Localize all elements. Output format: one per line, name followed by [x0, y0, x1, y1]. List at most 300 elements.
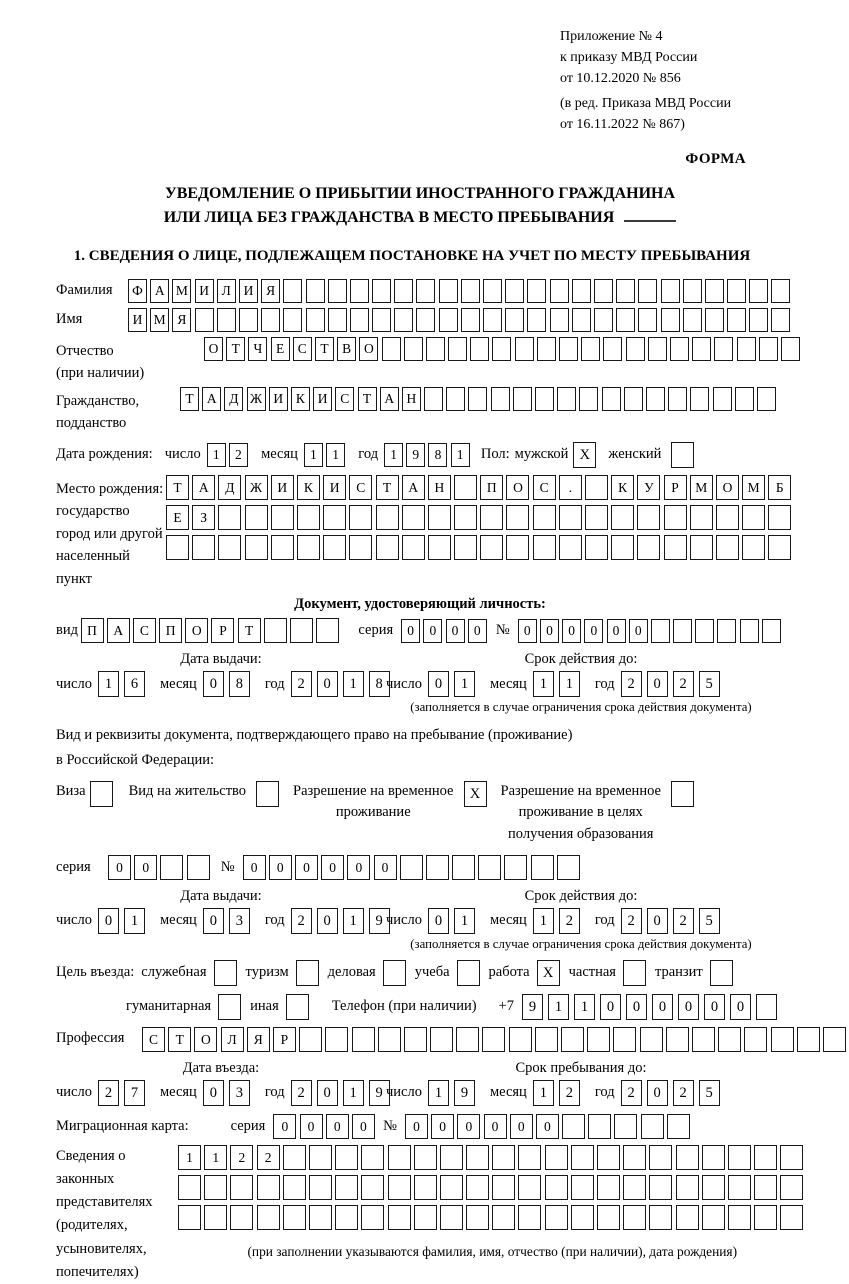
form-cell[interactable]: [537, 337, 556, 361]
form-cell[interactable]: [350, 308, 369, 332]
form-cell[interactable]: 0: [600, 994, 621, 1020]
form-cell[interactable]: Д: [218, 475, 241, 500]
form-cell[interactable]: [378, 1027, 401, 1052]
form-cell[interactable]: [533, 505, 556, 530]
form-cell[interactable]: [649, 1205, 672, 1230]
form-cell[interactable]: [594, 279, 613, 303]
purpose-study-checkbox[interactable]: [457, 960, 480, 986]
form-cell[interactable]: [426, 337, 445, 361]
form-cell[interactable]: [535, 1027, 558, 1052]
form-cell[interactable]: 0: [352, 1114, 375, 1139]
form-cell[interactable]: [426, 855, 449, 880]
form-cell[interactable]: И: [323, 475, 346, 500]
purpose-business-checkbox[interactable]: [383, 960, 406, 986]
form-cell[interactable]: Т: [180, 387, 199, 411]
form-cell[interactable]: [480, 535, 503, 560]
form-cell[interactable]: [394, 308, 413, 332]
form-cell[interactable]: [261, 308, 280, 332]
form-cell[interactable]: 1: [574, 994, 595, 1020]
form-cell[interactable]: [204, 1175, 227, 1200]
form-cell[interactable]: [572, 279, 591, 303]
form-cell[interactable]: [309, 1205, 332, 1230]
form-cell[interactable]: 0: [562, 619, 581, 643]
form-cell[interactable]: 0: [401, 619, 420, 643]
form-cell[interactable]: [470, 337, 489, 361]
form-cell[interactable]: [757, 387, 776, 411]
form-cell[interactable]: М: [172, 279, 191, 303]
form-cell[interactable]: 0: [347, 855, 370, 880]
form-cell[interactable]: [506, 505, 529, 530]
form-cell[interactable]: 1: [98, 671, 119, 697]
form-cell[interactable]: [335, 1175, 358, 1200]
form-cell[interactable]: [651, 619, 670, 643]
form-cell[interactable]: [195, 308, 214, 332]
form-cell[interactable]: 0: [484, 1114, 507, 1139]
representatives-row-2[interactable]: [178, 1175, 807, 1200]
form-cell[interactable]: [545, 1145, 568, 1170]
form-cell[interactable]: [509, 1027, 532, 1052]
form-cell[interactable]: [328, 279, 347, 303]
form-cell[interactable]: [727, 279, 746, 303]
form-cell[interactable]: 0: [203, 908, 224, 934]
form-cell[interactable]: 1: [343, 1080, 364, 1106]
stay-month-cells[interactable]: [533, 1080, 585, 1106]
form-cell[interactable]: С: [133, 618, 156, 643]
form-cell[interactable]: Д: [224, 387, 243, 411]
form-cell[interactable]: 3: [229, 908, 250, 934]
form-cell[interactable]: [527, 279, 546, 303]
form-cell[interactable]: [283, 1205, 306, 1230]
form-cell[interactable]: [283, 308, 302, 332]
form-cell[interactable]: [257, 1205, 280, 1230]
form-cell[interactable]: 8: [428, 443, 447, 467]
form-cell[interactable]: К: [291, 387, 310, 411]
form-cell[interactable]: [452, 855, 475, 880]
form-cell[interactable]: [559, 505, 582, 530]
form-cell[interactable]: [717, 619, 736, 643]
form-cell[interactable]: [290, 618, 313, 643]
migration-series-cells[interactable]: [273, 1114, 378, 1139]
form-cell[interactable]: [439, 279, 458, 303]
form-cell[interactable]: Ж: [247, 387, 266, 411]
form-cell[interactable]: [454, 475, 477, 500]
form-cell[interactable]: [349, 535, 372, 560]
form-cell[interactable]: Р: [664, 475, 687, 500]
form-cell[interactable]: М: [690, 475, 713, 500]
form-cell[interactable]: [178, 1175, 201, 1200]
form-cell[interactable]: [506, 535, 529, 560]
form-cell[interactable]: 0: [730, 994, 751, 1020]
form-cell[interactable]: 0: [518, 619, 537, 643]
form-cell[interactable]: [771, 308, 790, 332]
form-cell[interactable]: 0: [607, 619, 626, 643]
form-cell[interactable]: З: [192, 505, 215, 530]
form-cell[interactable]: 1: [343, 671, 364, 697]
form-cell[interactable]: [735, 387, 754, 411]
form-cell[interactable]: [283, 1175, 306, 1200]
citizenship-cells[interactable]: [180, 387, 779, 411]
form-cell[interactable]: 1: [326, 443, 345, 467]
form-cell[interactable]: [535, 387, 554, 411]
form-cell[interactable]: [737, 337, 756, 361]
migration-number-cells[interactable]: [405, 1114, 693, 1139]
form-cell[interactable]: [439, 308, 458, 332]
res-issue-month-cells[interactable]: [203, 908, 255, 934]
form-cell[interactable]: [454, 535, 477, 560]
form-cell[interactable]: 0: [647, 1080, 668, 1106]
form-cell[interactable]: [328, 308, 347, 332]
form-cell[interactable]: Р: [273, 1027, 296, 1052]
form-cell[interactable]: [461, 308, 480, 332]
form-cell[interactable]: [492, 1145, 515, 1170]
form-cell[interactable]: 0: [243, 855, 266, 880]
form-cell[interactable]: [192, 535, 215, 560]
form-cell[interactable]: Т: [376, 475, 399, 500]
form-cell[interactable]: 3: [229, 1080, 250, 1106]
form-cell[interactable]: 0: [423, 619, 442, 643]
form-cell[interactable]: 0: [647, 671, 668, 697]
residence-permit-checkbox[interactable]: [256, 781, 279, 807]
form-cell[interactable]: 0: [317, 671, 338, 697]
form-cell[interactable]: Е: [166, 505, 189, 530]
form-cell[interactable]: [666, 1027, 689, 1052]
valid-year-cells[interactable]: [621, 671, 725, 697]
form-cell[interactable]: И: [269, 387, 288, 411]
form-cell[interactable]: [404, 1027, 427, 1052]
form-cell[interactable]: [388, 1205, 411, 1230]
purpose-tourism-checkbox[interactable]: [296, 960, 319, 986]
form-cell[interactable]: В: [337, 337, 356, 361]
form-cell[interactable]: [771, 1027, 794, 1052]
form-cell[interactable]: [661, 308, 680, 332]
form-cell[interactable]: [649, 1175, 672, 1200]
form-cell[interactable]: [335, 1205, 358, 1230]
form-cell[interactable]: 0: [317, 908, 338, 934]
issue-day-cells[interactable]: [98, 671, 150, 697]
temp-residence-education-checkbox[interactable]: [671, 781, 694, 807]
form-cell[interactable]: [742, 535, 765, 560]
purpose-other-checkbox[interactable]: [286, 994, 309, 1020]
form-cell[interactable]: [702, 1145, 725, 1170]
form-cell[interactable]: [771, 279, 790, 303]
res-issue-day-cells[interactable]: [98, 908, 150, 934]
form-cell[interactable]: [638, 308, 657, 332]
form-cell[interactable]: [690, 387, 709, 411]
purpose-private-checkbox[interactable]: [623, 960, 646, 986]
form-cell[interactable]: [550, 279, 569, 303]
form-cell[interactable]: 5: [699, 1080, 720, 1106]
form-cell[interactable]: [428, 535, 451, 560]
form-cell[interactable]: 5: [699, 671, 720, 697]
form-cell[interactable]: [404, 337, 423, 361]
form-cell[interactable]: [466, 1175, 489, 1200]
form-cell[interactable]: [361, 1205, 384, 1230]
form-cell[interactable]: [283, 1145, 306, 1170]
form-cell[interactable]: 0: [647, 908, 668, 934]
form-cell[interactable]: М: [742, 475, 765, 500]
form-cell[interactable]: [323, 535, 346, 560]
form-cell[interactable]: С: [335, 387, 354, 411]
form-cell[interactable]: [166, 535, 189, 560]
form-cell[interactable]: О: [185, 618, 208, 643]
form-cell[interactable]: 0: [98, 908, 119, 934]
form-cell[interactable]: 2: [98, 1080, 119, 1106]
form-cell[interactable]: [749, 308, 768, 332]
birth-month-cells[interactable]: [304, 443, 348, 467]
form-cell[interactable]: [692, 337, 711, 361]
form-cell[interactable]: [571, 1145, 594, 1170]
form-cell[interactable]: И: [271, 475, 294, 500]
form-cell[interactable]: П: [480, 475, 503, 500]
form-cell[interactable]: 2: [673, 908, 694, 934]
form-cell[interactable]: [616, 308, 635, 332]
form-cell[interactable]: [626, 337, 645, 361]
form-cell[interactable]: С: [142, 1027, 165, 1052]
form-cell[interactable]: [187, 855, 210, 880]
form-cell[interactable]: К: [297, 475, 320, 500]
form-cell[interactable]: 1: [454, 908, 475, 934]
form-cell[interactable]: [414, 1145, 437, 1170]
form-cell[interactable]: [372, 279, 391, 303]
form-cell[interactable]: 1: [204, 1145, 227, 1170]
form-cell[interactable]: [178, 1205, 201, 1230]
form-cell[interactable]: [585, 505, 608, 530]
form-cell[interactable]: Т: [168, 1027, 191, 1052]
form-cell[interactable]: 1: [451, 443, 470, 467]
form-cell[interactable]: [668, 387, 687, 411]
form-cell[interactable]: 1: [304, 443, 323, 467]
form-cell[interactable]: [376, 535, 399, 560]
form-cell[interactable]: [754, 1145, 777, 1170]
birthplace-row-2[interactable]: [166, 505, 795, 530]
form-cell[interactable]: [466, 1205, 489, 1230]
form-cell[interactable]: 0: [273, 1114, 296, 1139]
form-cell[interactable]: [637, 535, 660, 560]
form-cell[interactable]: 1: [207, 443, 226, 467]
entry-month-cells[interactable]: [203, 1080, 255, 1106]
form-cell[interactable]: 2: [291, 671, 312, 697]
form-cell[interactable]: [611, 505, 634, 530]
sex-female-checkbox[interactable]: [671, 442, 694, 468]
form-cell[interactable]: И: [239, 279, 258, 303]
form-cell[interactable]: [683, 279, 702, 303]
form-cell[interactable]: [518, 1145, 541, 1170]
form-cell[interactable]: [742, 505, 765, 530]
form-cell[interactable]: 2: [673, 1080, 694, 1106]
form-cell[interactable]: У: [637, 475, 660, 500]
form-cell[interactable]: [309, 1145, 332, 1170]
form-cell[interactable]: [424, 387, 443, 411]
form-cell[interactable]: [325, 1027, 348, 1052]
form-cell[interactable]: 2: [621, 671, 642, 697]
form-cell[interactable]: [667, 1114, 690, 1139]
form-cell[interactable]: [483, 279, 502, 303]
form-cell[interactable]: [245, 535, 268, 560]
patronymic-cells[interactable]: [204, 337, 803, 361]
temp-residence-checkbox[interactable]: X: [464, 781, 487, 807]
form-cell[interactable]: [204, 1205, 227, 1230]
form-cell[interactable]: [400, 855, 423, 880]
form-cell[interactable]: [230, 1175, 253, 1200]
form-cell[interactable]: [714, 337, 733, 361]
form-cell[interactable]: 0: [629, 619, 648, 643]
form-cell[interactable]: Е: [271, 337, 290, 361]
form-cell[interactable]: П: [81, 618, 104, 643]
form-cell[interactable]: 0: [510, 1114, 533, 1139]
form-cell[interactable]: Б: [768, 475, 791, 500]
form-cell[interactable]: 2: [621, 1080, 642, 1106]
form-cell[interactable]: 9: [522, 994, 543, 1020]
res-issue-year-cells[interactable]: [291, 908, 395, 934]
form-cell[interactable]: [676, 1145, 699, 1170]
form-cell[interactable]: [271, 535, 294, 560]
form-cell[interactable]: [388, 1175, 411, 1200]
form-cell[interactable]: [160, 855, 183, 880]
profession-cells[interactable]: [142, 1027, 849, 1052]
form-cell[interactable]: 1: [428, 1080, 449, 1106]
form-cell[interactable]: Н: [428, 475, 451, 500]
form-cell[interactable]: [571, 1175, 594, 1200]
form-cell[interactable]: [483, 308, 502, 332]
form-cell[interactable]: [780, 1175, 803, 1200]
form-cell[interactable]: [623, 1205, 646, 1230]
form-cell[interactable]: [306, 279, 325, 303]
form-cell[interactable]: 2: [559, 908, 580, 934]
birthplace-row-1[interactable]: [166, 475, 795, 500]
form-cell[interactable]: [561, 1027, 584, 1052]
form-cell[interactable]: [594, 308, 613, 332]
doc-series-cells[interactable]: [401, 619, 490, 643]
form-cell[interactable]: [670, 337, 689, 361]
form-cell[interactable]: 6: [124, 671, 145, 697]
form-cell[interactable]: 0: [326, 1114, 349, 1139]
valid-day-cells[interactable]: [428, 671, 480, 697]
form-cell[interactable]: [264, 618, 287, 643]
form-cell[interactable]: [611, 535, 634, 560]
form-cell[interactable]: [557, 387, 576, 411]
form-cell[interactable]: [692, 1027, 715, 1052]
form-cell[interactable]: 0: [540, 619, 559, 643]
form-cell[interactable]: [349, 505, 372, 530]
form-cell[interactable]: [440, 1145, 463, 1170]
form-cell[interactable]: [718, 1027, 741, 1052]
form-cell[interactable]: 1: [384, 443, 403, 467]
form-cell[interactable]: 2: [229, 443, 248, 467]
form-cell[interactable]: [623, 1175, 646, 1200]
form-cell[interactable]: 9: [369, 908, 390, 934]
form-cell[interactable]: [740, 619, 759, 643]
form-cell[interactable]: О: [204, 337, 223, 361]
form-cell[interactable]: [728, 1175, 751, 1200]
stay-day-cells[interactable]: [428, 1080, 480, 1106]
form-cell[interactable]: [759, 337, 778, 361]
res-valid-year-cells[interactable]: [621, 908, 725, 934]
issue-month-cells[interactable]: [203, 671, 255, 697]
form-cell[interactable]: [588, 1114, 611, 1139]
form-cell[interactable]: Р: [211, 618, 234, 643]
form-cell[interactable]: 0: [457, 1114, 480, 1139]
form-cell[interactable]: [756, 994, 777, 1020]
valid-month-cells[interactable]: [533, 671, 585, 697]
form-cell[interactable]: А: [150, 279, 169, 303]
form-cell[interactable]: 2: [291, 1080, 312, 1106]
form-cell[interactable]: [797, 1027, 820, 1052]
form-cell[interactable]: [624, 387, 643, 411]
form-cell[interactable]: [673, 619, 692, 643]
form-cell[interactable]: Ж: [245, 475, 268, 500]
form-cell[interactable]: [597, 1175, 620, 1200]
form-cell[interactable]: [309, 1175, 332, 1200]
form-cell[interactable]: 0: [536, 1114, 559, 1139]
purpose-humanitarian-checkbox[interactable]: [218, 994, 241, 1020]
form-cell[interactable]: [297, 505, 320, 530]
sex-male-checkbox[interactable]: X: [573, 442, 596, 468]
form-cell[interactable]: [239, 308, 258, 332]
form-cell[interactable]: [571, 1205, 594, 1230]
form-cell[interactable]: [640, 1027, 663, 1052]
form-cell[interactable]: [394, 279, 413, 303]
form-cell[interactable]: [613, 1027, 636, 1052]
form-cell[interactable]: К: [611, 475, 634, 500]
form-cell[interactable]: Т: [226, 337, 245, 361]
form-cell[interactable]: 0: [704, 994, 725, 1020]
form-cell[interactable]: [299, 1027, 322, 1052]
form-cell[interactable]: О: [506, 475, 529, 500]
form-cell[interactable]: [661, 279, 680, 303]
form-cell[interactable]: 0: [446, 619, 465, 643]
stay-year-cells[interactable]: [621, 1080, 725, 1106]
form-cell[interactable]: [559, 535, 582, 560]
res-valid-day-cells[interactable]: [428, 908, 480, 934]
form-cell[interactable]: 0: [269, 855, 292, 880]
form-cell[interactable]: [664, 535, 687, 560]
form-cell[interactable]: .: [559, 475, 582, 500]
form-cell[interactable]: [416, 279, 435, 303]
form-cell[interactable]: [361, 1145, 384, 1170]
form-cell[interactable]: 9: [406, 443, 425, 467]
form-cell[interactable]: 1: [454, 671, 475, 697]
form-cell[interactable]: [440, 1205, 463, 1230]
form-cell[interactable]: [414, 1175, 437, 1200]
form-cell[interactable]: 2: [673, 671, 694, 697]
form-cell[interactable]: [557, 855, 580, 880]
form-cell[interactable]: [478, 855, 501, 880]
form-cell[interactable]: [623, 1145, 646, 1170]
form-cell[interactable]: [402, 505, 425, 530]
form-cell[interactable]: 0: [300, 1114, 323, 1139]
form-cell[interactable]: О: [716, 475, 739, 500]
form-cell[interactable]: Я: [172, 308, 191, 332]
form-cell[interactable]: [492, 1205, 515, 1230]
form-cell[interactable]: Н: [402, 387, 421, 411]
res-valid-month-cells[interactable]: [533, 908, 585, 934]
form-cell[interactable]: 1: [178, 1145, 201, 1170]
form-cell[interactable]: 7: [124, 1080, 145, 1106]
form-cell[interactable]: [676, 1175, 699, 1200]
form-cell[interactable]: [602, 387, 621, 411]
form-cell[interactable]: 8: [229, 671, 250, 697]
issue-year-cells[interactable]: [291, 671, 395, 697]
form-cell[interactable]: [513, 387, 532, 411]
form-cell[interactable]: 0: [431, 1114, 454, 1139]
form-cell[interactable]: [572, 308, 591, 332]
birth-year-cells[interactable]: [384, 443, 473, 467]
form-cell[interactable]: [579, 387, 598, 411]
form-cell[interactable]: 1: [533, 1080, 554, 1106]
form-cell[interactable]: [504, 855, 527, 880]
form-cell[interactable]: 0: [468, 619, 487, 643]
form-cell[interactable]: [480, 505, 503, 530]
